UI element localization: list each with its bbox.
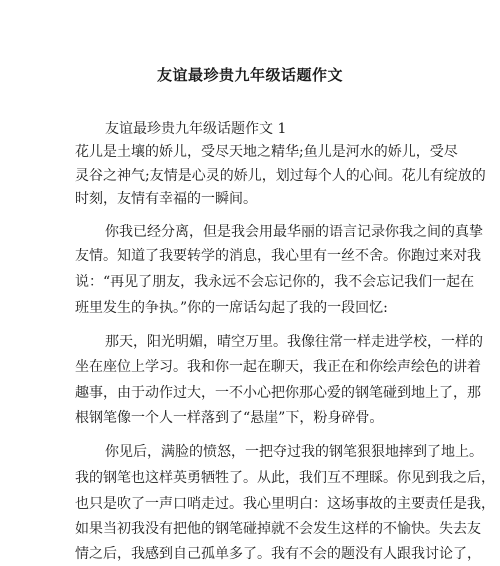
text-line: 你我已经分离，但是我会用最华丽的语言记录你我之间的真挚 (105, 224, 483, 240)
text-line: 如果当初我没有把他的钢笔碰掉就不会发生这样的不愉快。失去友 (75, 521, 481, 537)
text-line: 情之后，我感到自己孤单多了。我有不会的题没有人跟我讨论了， (75, 546, 481, 562)
essay-heading: 友谊最珍贵九年级话题作文 1 (105, 121, 287, 137)
text-line: 也只是吹了一声口哨走过。我心里明白：这场事故的主要责任是我， (75, 496, 495, 512)
document-title: 友谊最珍贵九年级话题作文 (156, 66, 343, 84)
text-line: 班里发生的争执。”你的一席话勾起了我的一段回忆: (75, 300, 388, 316)
text-line: 说：“再见了朋友，我永远不会忘记你的，我不会忘记我们一起在 (75, 274, 475, 290)
text-line: 友情。知道了我要转学的消息，我心里有一丝不舍。你跑过来对我 (75, 248, 481, 264)
text-line: 趣事，由于动作过大，一不小心把你那心爱的钢笔碰到地上了，那 (75, 385, 481, 401)
text-line: 你见后，满脸的愤怒，一把夺过我的钢笔狠狠地摔到了地上。 (105, 444, 483, 460)
text-line: 坐在座位上学习。我和你一起在聊天，我正在和你绘声绘色的讲着 (75, 359, 481, 375)
text-line: 那天，阳光明媚，晴空万里。我像往常一样走进学校，一样的 (105, 334, 483, 350)
text-line: 花儿是土壤的娇儿，受尽天地之精华;鱼儿是河水的娇儿，受尽 (75, 144, 458, 160)
text-line: 灵谷之神气;友情是心灵的娇儿，划过每个人的心间。花儿有绽放的 (75, 168, 486, 184)
text-line: 时刻，友情有幸福的一瞬间。 (75, 191, 257, 207)
text-line: 我的钢笔也这样英勇牺牲了。从此，我们互不理睬。你见到我之后， (75, 470, 495, 486)
text-line: 根钢笔像一个人一样落到了“悬崖”下，粉身碎骨。 (75, 410, 384, 426)
